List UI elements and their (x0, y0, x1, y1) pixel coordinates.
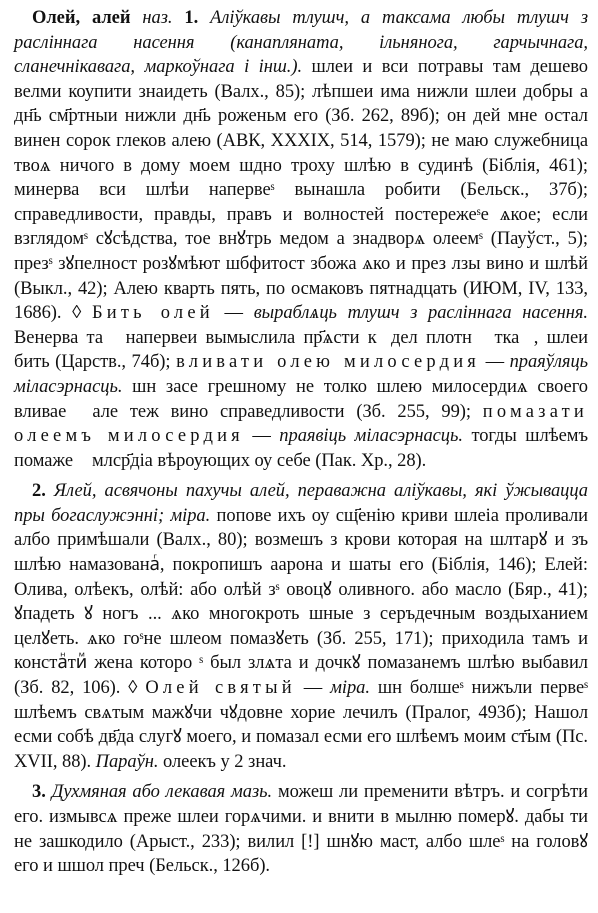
sense-citations: шлеи и вси потравы там дешево велми коупити знаидеть (Валх., 85); лѣпшеи има нижли шлеи добры а дн҃ь см҃ртныи нижли дн҃ь роженьм его (Зб. 262, 89б); он дей мне остал винен сорок глеков алею (АВК, XXXIX, 514, 1579); не маю служебница твоѧ ничого в дому моем шдно троху шлѣю в судинѣ (Біблія, 461); минерва вси шлѣи напервеˢ вынашла робити (Бельск., 37б); справедливости, правды, правъ и волностей постережеˢе ѧкое; если взглядомˢ сꙋсѣдства, тое внꙋтрь медом а знадворѧ олеемˢ (Пауўст., 5); презˢ зꙋпелност розꙋмѣют шбфитост збожа ѧко и през лзы вино и шлѣй (Выкл., 42); Алею кварть пять, по осмаковъ пятнадцать (ИЮМ, IV, 133, 1686). (14, 57, 589, 324)
sense-1: Олей, алей наз. 1. Аліўкавы тлушч, а таксама любы тлушч з расліннага насення (канапляната, ільнянога, гарчычнага, сланечнікавага, маркоўнага і інш.). шлеи и вси потравы там дешево велми коупити знаидеть (Валх., 85); лѣпшеи има нижли шлеи добры а дн҃ь см҃ртныи нижли дн҃ь роженьм его (Зб. 262, 89б); он дей мне остал винен сорок глеков алею (АВК, XXXIX, 514, 1579); не маю служебница твоѧ ничого в дому моем шдно троху шлѣю в судинѣ (Біблія, 461); минерва вси шлѣи напервеˢ вынашла робити (Бельск., 37б); справедливости, правды, правъ и волностей постережеˢе ѧкое; если взглядомˢ сꙋсѣдства, тое внꙋтрь медом а знадворѧ олеемˢ (Пауўст., 5); презˢ зꙋпелност розꙋмѣют шбфитост збожа ѧко и през лзы вино и шлѣй (Выкл., 42); Алею кварть пять, по осмаковъ пятнадцать (ИЮМ, IV, 133, 1686). ◊ Бить олей — выраблѧць тлушч з расліннага насення. Венерва таⷨ напервеи вымыслила пр҃ѧсти кꙋдел плотнꙋ ткаⷮ, шлеи бить (Царств., 74б); вливати олею милосердия — праяўляць міласэрнасць. шн засе грешному не толко шлею милосердиѧ своего вливаеⷮ але теж вино справедливости (Зб. 255, 99); помазати олеемъ милосердия — праявіць міласэрнасць. тогды шлѣемъ помажеⷮ млср҃діа вѣроующих оу себе (Пак. Хр., 28). (14, 8, 589, 471)
sense-number: 1. (184, 8, 199, 28)
idiom-head: Олей святый (145, 678, 296, 699)
idiom-definition: выраблѧць тлушч з расліннага насення. (253, 303, 588, 324)
idiom-citation: Венерва таⷨ напервеи вымыслила пр҃ѧсти кꙋдел плотнꙋ ткаⷮ, шлеи бить (Царств., 74б); (14, 327, 588, 373)
sense-definition: Духмяная або лекавая мазь. (51, 782, 273, 803)
idiom-citation: шн болшеˢ нижъли первеˢ шлѣемъ свѧтым мажꙋчи чꙋдовне хорие лечилъ (Пралог, 493б); Нашол есми собѣ дв҃да слугꙋ моего, и помазал есми его шлѣемъ моим ст҃ым (Пс. XVII, 88). (14, 678, 588, 772)
compare-label: Параўн. (95, 751, 159, 772)
part-of-speech: наз. (142, 8, 173, 28)
sense-definition: Ялей, асвячоны пахучы алей, пераважна аліўкавы, які ўжывацца пры богаслужэнні; міра. (14, 481, 589, 526)
idiom-definition: праяўляць міласэрнасць. (14, 352, 589, 397)
sense-3 (14, 780, 588, 878)
compare-text: олеекъ у 2 знач. (163, 751, 287, 772)
idiom-citation: шн засе грешному не толко шлею милосердиѧ своего вливаеⷮ але теж вино справедливости (Зб. 255, 99); (14, 376, 588, 422)
idiom-definition: праявіць міласэрнасць. (279, 426, 463, 447)
head-word: Олей, алей (32, 8, 131, 28)
idiom-definition: міра. (330, 678, 370, 699)
sense-definition: Аліўкавы тлушч, а таксама любы тлушч з расліннага насення (канапляната, ільнянога, гарчычнага, сланечнікавага, маркоўнага і інш.). (14, 8, 588, 78)
sense-citations: можеш ли пременити вѣтръ. и согрѣти его. измывсѧ преже шлеи горѧчими. и внити в мылню померꙋ. дабы ти не зашкодило (Арыст., 233); вилил [!] шнꙋю маст, албо шлеˢ на головꙋ его и шшол преч (Бельск., 126б). (14, 782, 589, 877)
idiom-head: вливати олею милосердия (176, 352, 481, 373)
idiom-head: помазати олеемъ милосердия (14, 401, 589, 447)
sense-2: 2. Ялей, асвячоны пахучы алей, пераважна аліўкавы, які ўжывацца пры богаслужэнні; міра. попове ихъ оу сщ҃енію криви шлеіа проливали албо примѣшали (Валх., 80); возмешъ з крови которая на шлтарꙋ и зъ шлѣю намазованаⷢ, покропишъ аарона и шаты его (Біблія, 146); Елей: Олива, олѣекъ, олѣй: або олѣй зˢ овоцꙋ оливного. або масло (Бяр., 41); ꙋпадеть ꙋ ногъ ... ѧко многокроть шные з серъдечным воздыханием целꙋеть. ѧко гоˢне шлеом помазꙋеть (Зб. 255, 171); приходила тамъ и констаⷩтиⷨ жена которо ˢ был злѧта и дочкꙋ помазанемъ шлѣю выбавил (Зб. 82, 106). ◊ Олей святый — міра. шн болшеˢ нижъли первеˢ шлѣемъ свѧтым мажꙋчи чꙋдовне хорие лечилъ (Пралог, 493б); Нашол есми собѣ дв҃да слугꙋ моего, и помазал есми его шлѣемъ моим ст҃ым (Пс. XVII, 88). Параўн. олеекъ у 2 знач. (14, 481, 589, 772)
sense-citations: попове ихъ оу сщ҃енію криви шлеіа проливали албо примѣшали (Валх., 80); возмешъ з крови которая на шлтарꙋ и зъ шлѣю намазованаⷢ, покропишъ аарона и шаты его (Біблія, 146); Елей: Олива, олѣекъ, олѣй: або олѣй зˢ овоцꙋ оливного. або масло (Бяр., 41); ꙋпадеть ꙋ ногъ ... ѧко многокроть шные з серъдечным воздыханием целꙋеть. ѧко гоˢне шлеом помазꙋеть (Зб. 255, 171); приходила тамъ и констаⷩтиⷨ жена которо ˢ был злѧта и дочкꙋ помазанемъ шлѣю выбавил (Зб. 82, 106). (14, 505, 589, 699)
sense-number: 2. (32, 481, 46, 502)
idiom-citation: тогды шлѣемъ помажеⷮ млср҃діа вѣроующих оу себе (Пак. Хр., 28). (14, 426, 588, 471)
sense-number: 3. (32, 782, 46, 803)
idiom-head: Бить олей (91, 303, 214, 324)
